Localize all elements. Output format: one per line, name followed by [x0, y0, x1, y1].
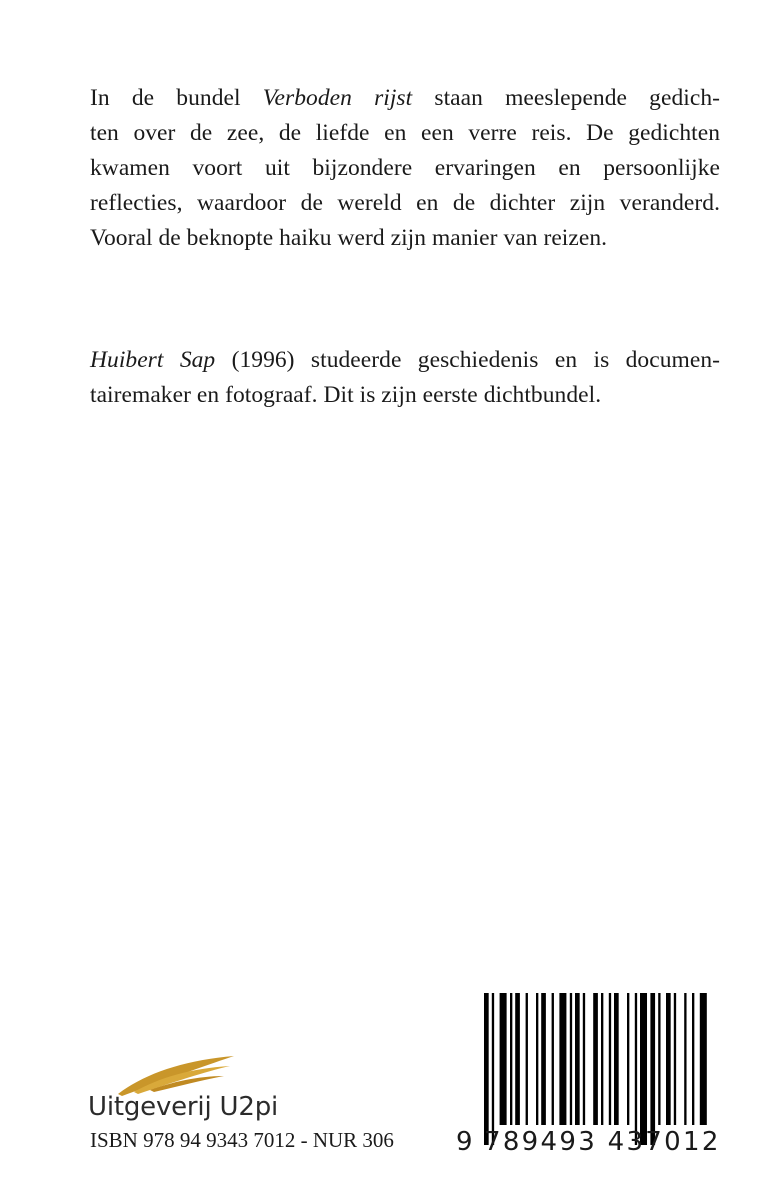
bio-text: (1996) studeerde geschiedenis en is documen- — [215, 347, 720, 373]
golden-wing-icon — [114, 1052, 238, 1096]
barcode-bar — [510, 993, 512, 1125]
barcode-bar — [609, 993, 611, 1125]
blurb-line-4: reflecties, waardoor de wereld en de dichter zijn veranderd. — [90, 190, 720, 216]
barcode-bar — [559, 993, 566, 1125]
blurb-text: staan meeslepende gedich- — [412, 85, 720, 111]
barcode-bar — [692, 993, 694, 1125]
barcode-bar — [627, 993, 629, 1125]
barcode-bar — [552, 993, 554, 1125]
barcode-bar — [593, 993, 598, 1125]
barcode-bar — [601, 993, 603, 1125]
barcode-bar — [526, 993, 528, 1125]
barcode-bar — [500, 993, 507, 1125]
barcode-bar — [614, 993, 619, 1125]
barcode-bar — [684, 993, 686, 1125]
barcode-bar — [640, 993, 647, 1145]
blurb-line-5: Vooral de beknopte haiku werd zijn manier van reizen. — [90, 225, 608, 251]
author-bio-paragraph — [90, 343, 720, 413]
barcode-lead-digit: 9 — [456, 1127, 473, 1157]
barcode-digits: 789493 437012 — [484, 1127, 721, 1157]
isbn-barcode — [456, 993, 721, 1163]
barcode-bar — [658, 993, 660, 1125]
bio-line-2: tairemaker en fotograaf. Dit is zijn eerste dichtbundel. — [90, 382, 602, 408]
barcode-bar — [536, 993, 538, 1125]
blurb-paragraph — [90, 81, 720, 256]
book-title: Verboden rijst — [262, 85, 413, 111]
blurb-line-3: kwamen voort uit bijzondere ervaringen en persoonlijke — [90, 155, 720, 181]
author-name: Huibert Sap — [90, 347, 216, 373]
barcode-bar — [484, 993, 489, 1145]
barcode-bar — [674, 993, 676, 1125]
publisher-name: Uitgeverij U2pi — [88, 1092, 279, 1122]
barcode-bar — [700, 993, 707, 1125]
blurb-line-2: ten over de zee, de liefde en een verre reis. De gedichten — [90, 120, 720, 146]
publisher-logo — [88, 1052, 308, 1122]
barcode-bar — [583, 993, 585, 1125]
barcode-bar — [575, 993, 580, 1125]
barcode-bar — [492, 993, 494, 1145]
barcode-bar — [570, 993, 572, 1125]
barcode-bar — [635, 993, 637, 1145]
blurb-text: In de bundel — [90, 85, 263, 111]
barcode-bar — [515, 993, 520, 1125]
barcode-bar — [541, 993, 546, 1125]
barcode-bar — [650, 993, 655, 1145]
barcode-bar — [666, 993, 671, 1125]
bio-line-1 — [90, 343, 720, 378]
blurb-line-1 — [90, 81, 720, 116]
isbn-nur-line: ISBN 978 94 9343 7012 - NUR 306 — [90, 1128, 394, 1152]
